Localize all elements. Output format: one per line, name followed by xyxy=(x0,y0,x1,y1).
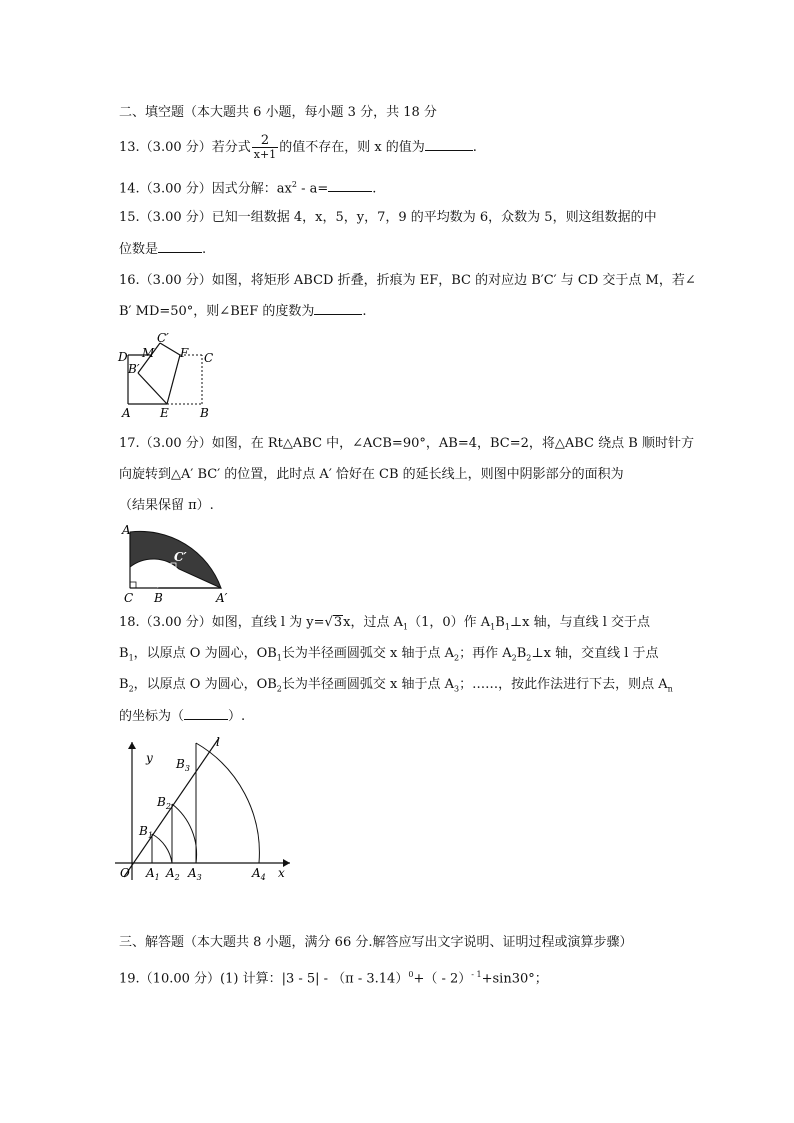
q18-label-A3 xyxy=(187,866,202,882)
question-14 xyxy=(119,176,376,198)
q18-label-B1 xyxy=(138,824,153,840)
q13-answer-blank[interactable] xyxy=(425,138,473,151)
q18-l1d: B xyxy=(495,615,505,630)
q19-text-a: 19.（10.00 分）(1) 计算：|3 - 5| - （π - 3.14） xyxy=(119,971,409,987)
q18-sub: 2 xyxy=(128,684,134,694)
q16-label-A: A xyxy=(122,406,131,420)
q18-figure xyxy=(110,730,300,886)
q18-l1c: （1，0）作 A xyxy=(408,615,491,630)
section-heading-fill-in: 二、填空题（本大题共 6 小题，每小题 3 分，共 18 分 xyxy=(119,105,437,120)
question-19 xyxy=(119,966,548,988)
q18-sub: 1 xyxy=(490,622,496,632)
q18-label-A1 xyxy=(145,866,160,882)
q16-fold-EF xyxy=(167,355,180,404)
q18-l1a: 18.（3.00 分）如图，直线 l 为 y= xyxy=(119,615,325,630)
question-17-line3: （结果保留 π）. xyxy=(119,498,214,513)
q17-right-angle-C xyxy=(130,582,136,588)
q17-label-Cp: C′ xyxy=(174,550,187,564)
q18-label-x: x xyxy=(278,866,285,880)
q17-label-C: C xyxy=(124,591,134,605)
q16-label-C: C xyxy=(204,351,214,365)
section-heading-solutions: 三、解答题（本大题共 8 小题，满分 66 分.解答应写出文字说明、证明过程或演算步骤） xyxy=(119,935,633,950)
q16-figure-svg xyxy=(112,330,222,422)
question-18-line4 xyxy=(119,707,245,726)
q16-label-E: E xyxy=(160,406,169,420)
q16-label-B: B xyxy=(200,406,209,420)
question-16-line2 xyxy=(119,302,367,321)
question-18-line2 xyxy=(119,645,659,668)
q18-l4a: 的坐标为（ xyxy=(119,709,185,724)
q16-label-Bp: B′ xyxy=(128,362,140,376)
q18-label-A4-sub: 4 xyxy=(260,873,266,882)
q18-sub: 1 xyxy=(504,622,510,632)
q14-end: . xyxy=(372,181,377,197)
q14-prefix: 14.（3.00 分）因式分解：ax xyxy=(119,181,292,197)
question-18-line1 xyxy=(119,614,650,637)
q18-label-A4 xyxy=(251,866,266,882)
q18-y-arrow xyxy=(128,742,136,749)
q18-label-A3-letter: A xyxy=(188,866,197,880)
question-15-line2 xyxy=(119,240,206,259)
q18-label-B2-letter: B xyxy=(157,795,166,809)
q13-prefix: 13.（3.00 分）若分式 xyxy=(119,140,251,155)
q18-l3c: 长为半径画圆弧交 x 轴于点 A xyxy=(281,677,455,692)
q18-l4b: ）. xyxy=(228,709,246,724)
q18-label-B2-sub: 2 xyxy=(165,802,171,811)
q18-sub: 3 xyxy=(454,684,460,694)
q18-arc-2 xyxy=(172,804,197,863)
q16-line2-text: B′ MD=50°，则∠BEF 的度数为 xyxy=(119,304,315,319)
q15-answer-blank[interactable] xyxy=(158,240,202,253)
q18-l2f: ⊥x 轴，交直线 l 于点 xyxy=(531,646,659,661)
q15-line2-text: 位数是 xyxy=(119,242,159,257)
q18-l3d: ；……，按此作法进行下去，则点 A xyxy=(459,677,668,692)
q17-label-B: B xyxy=(154,591,163,605)
q18-l3b: ，以原点 O 为圆心，OB xyxy=(133,677,277,692)
q18-label-B1-sub: 1 xyxy=(147,831,153,840)
q18-sub: n xyxy=(667,684,673,694)
q19-text-b: +（ - 2） xyxy=(413,971,472,987)
q18-label-A1-sub: 1 xyxy=(154,873,160,882)
q18-label-A4-letter: A xyxy=(252,866,261,880)
q18-sub: 1 xyxy=(128,653,134,663)
q18-l2c: 长为半径画圆弧交 x 轴于点 A xyxy=(281,646,455,661)
q18-label-A2-letter: A xyxy=(166,866,175,880)
q13-fraction xyxy=(252,134,278,161)
q16-label-Cp: C′ xyxy=(157,331,169,345)
q18-sub: 2 xyxy=(276,684,282,694)
q18-sqrt-arg: 3 xyxy=(333,615,343,630)
q18-label-B3-sub: 3 xyxy=(184,764,190,773)
q17-label-Ap: A′ xyxy=(216,591,228,605)
q18-label-A2 xyxy=(165,866,180,882)
q17-figure-svg xyxy=(116,522,236,606)
question-18-line3 xyxy=(119,676,673,699)
q18-label-y: y xyxy=(146,751,153,765)
q18-sub: 2 xyxy=(526,653,532,663)
q18-label-B3 xyxy=(175,757,190,773)
q18-figure-svg xyxy=(110,730,300,886)
q18-l2b: ，以原点 O 为圆心，OB xyxy=(133,646,277,661)
q18-label-B2 xyxy=(156,795,171,811)
q18-l2e: B xyxy=(516,646,527,661)
q13-end: . xyxy=(472,140,477,155)
q17-label-A: A xyxy=(122,523,131,537)
q16-label-F: F xyxy=(180,346,189,360)
q18-label-A3-sub: 3 xyxy=(196,873,202,882)
q18-label-A2-sub: 2 xyxy=(174,873,180,882)
q18-l3a: B xyxy=(119,677,129,692)
q13-frac-denominator: x+1 xyxy=(253,148,277,161)
q17-figure xyxy=(116,522,236,606)
question-17-line1: 17.（3.00 分）如图，在 Rt△ABC 中，∠ACB=90°，AB=4，BC=2，将△ABC 绕点 B 顺时针方 xyxy=(119,436,694,451)
q18-label-B1-letter: B xyxy=(139,824,148,838)
q19-exponent-neg-one: - 1 xyxy=(471,970,482,979)
q18-sub: 1 xyxy=(402,622,409,632)
question-17-line2: 向旋转到△A′ BC′ 的位置，此时点 A′ 恰好在 CB 的延长线上，则图中阴影部分的面积为 xyxy=(119,467,624,482)
q14-answer-blank[interactable] xyxy=(328,179,372,192)
q14-exponent: 2 xyxy=(291,180,297,189)
q18-label-B3-letter: B xyxy=(176,757,185,771)
q18-sub: 2 xyxy=(511,653,517,663)
q16-label-M: M xyxy=(142,346,155,360)
q18-label-A1-letter: A xyxy=(146,866,155,880)
q18-arc-1 xyxy=(152,834,172,863)
q18-label-O: O xyxy=(120,866,130,880)
q16-edge-EBp xyxy=(138,373,167,404)
q18-l2d: ；再作 A xyxy=(459,646,512,661)
q16-label-D: D xyxy=(118,350,128,364)
q18-sub: 1 xyxy=(276,653,282,663)
q17-side-BCp xyxy=(158,565,172,588)
q19-exponent-zero: 0 xyxy=(408,970,414,979)
question-13 xyxy=(119,134,477,161)
q16-end: . xyxy=(362,304,367,319)
q18-arc-3 xyxy=(196,743,259,863)
q15-end: . xyxy=(202,242,207,257)
q19-text-c: +sin30°； xyxy=(481,971,548,987)
question-16-line1: 16.（3.00 分）如图，将矩形 ABCD 折叠，折痕为 EF，BC 的对应边 B′C′ 与 CD 交于点 M，若∠ xyxy=(119,273,696,288)
q18-l1b: x，过点 A xyxy=(343,615,403,630)
q18-sub: 2 xyxy=(454,653,460,663)
q13-suffix: 的值不存在，则 x 的值为 xyxy=(279,140,425,155)
q18-l2a: B xyxy=(119,646,129,661)
q14-mid: - a= xyxy=(296,181,329,197)
q18-l1e: ⊥x 轴，与直线 l 交于点 xyxy=(509,615,651,630)
question-15-line1: 15.（3.00 分）已知一组数据 4，x，5，y，7，9 的平均数为 6，众数为 5，则这组数据的中 xyxy=(119,210,657,225)
q16-figure xyxy=(112,330,222,422)
q13-frac-numerator: 2 xyxy=(252,134,278,148)
q18-answer-blank[interactable] xyxy=(184,707,228,720)
q18-sqrt-symbol: √ xyxy=(324,615,333,630)
q18-label-l: l xyxy=(216,735,220,749)
q16-answer-blank[interactable] xyxy=(314,302,362,315)
